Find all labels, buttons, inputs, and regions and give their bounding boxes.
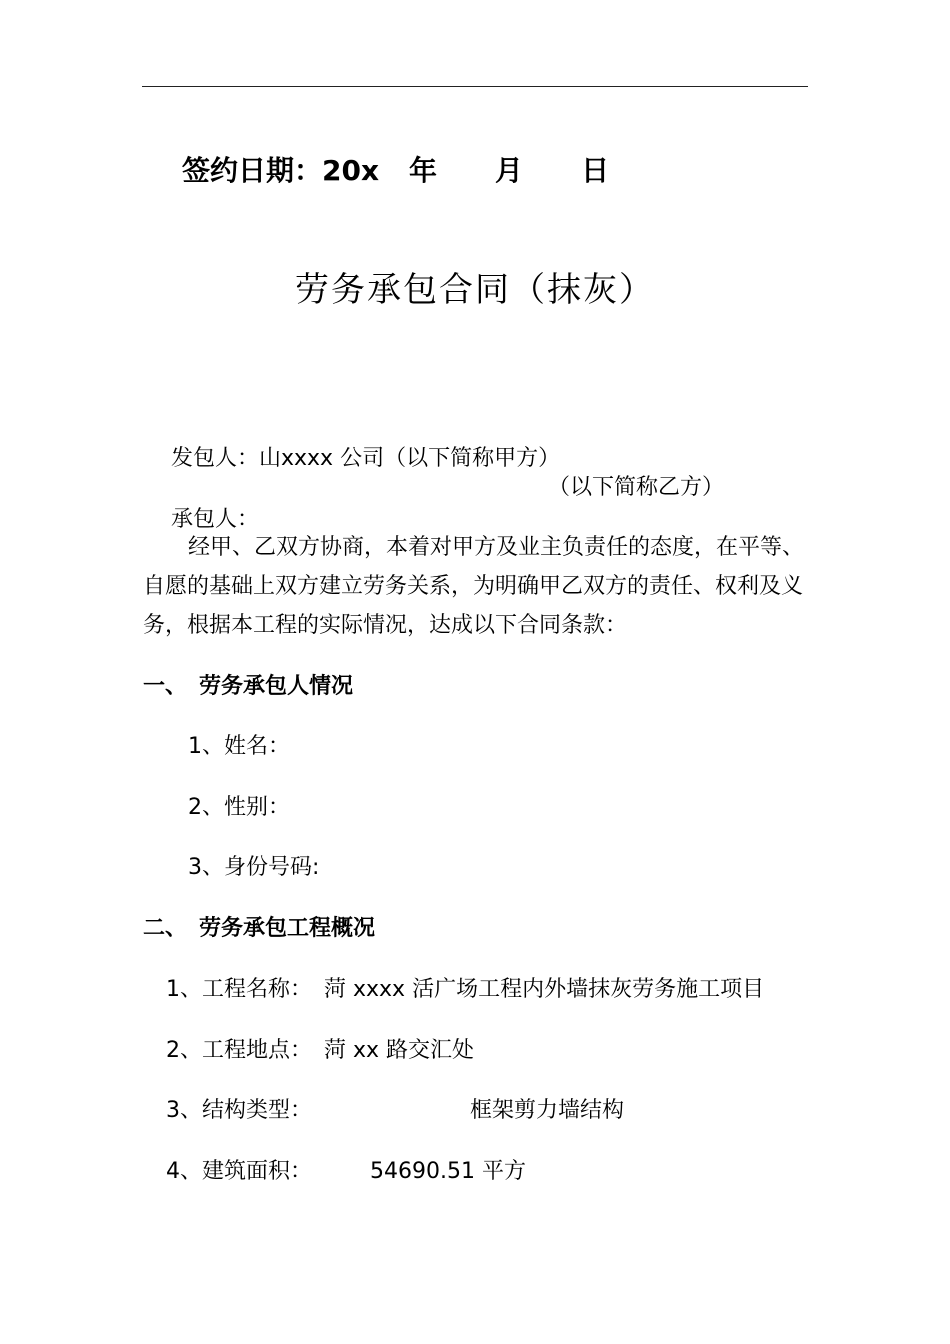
section-2-item-area-label: 4、建筑面积： bbox=[166, 1159, 312, 1184]
contractor-value: 山xxxx 公司（以下简称甲方） bbox=[259, 446, 561, 471]
section-2-item-project-name-value: 菏 xxxx 活广场工程内外墙抹灰劳务施工项目 bbox=[324, 977, 765, 1002]
section-1-heading-number: 一、 bbox=[143, 674, 188, 699]
section-1-item-id: 3、身份号码: bbox=[188, 855, 320, 880]
section-2-item-structure-value: 框架剪力墙结构 bbox=[470, 1098, 625, 1123]
section-2-item-area-value: 54690.51 平方 bbox=[370, 1159, 526, 1184]
subcontractor-note: （以下简称乙方） bbox=[548, 475, 725, 500]
section-2-item-structure-label: 3、结构类型： bbox=[166, 1098, 312, 1123]
subcontractor-label: 承包人： bbox=[170, 507, 259, 532]
section-2-item-location-label: 2、工程地点： bbox=[166, 1038, 312, 1063]
document-title: 劳务承包合同（抹灰） bbox=[295, 270, 655, 310]
section-1-item-name: 1、姓名： bbox=[188, 734, 290, 759]
preamble-line-1: 经甲、乙双方协商，本着对甲方及业主负责任的态度，在平等、 bbox=[188, 535, 805, 560]
header-rule bbox=[142, 86, 808, 87]
sign-date-year: 年 bbox=[409, 154, 438, 187]
sign-date-label: 签约日期：20x bbox=[182, 154, 380, 187]
preamble-line-3: 务，根据本工程的实际情况，达成以下合同条款： bbox=[143, 613, 628, 638]
section-2-heading-number: 二、 bbox=[143, 916, 188, 941]
section-2-heading: 劳务承包工程概况 bbox=[199, 916, 376, 941]
preamble-line-2: 自愿的基础上双方建立劳务关系，为明确甲乙双方的责任、权利及义 bbox=[143, 574, 804, 599]
sign-date-line bbox=[143, 123, 609, 219]
section-1-item-gender: 2、性别： bbox=[188, 795, 290, 820]
sign-date-month: 月 bbox=[495, 154, 524, 187]
section-2-item-location-value: 菏 xx 路交汇处 bbox=[324, 1038, 475, 1063]
section-1-heading: 劳务承包人情况 bbox=[199, 674, 354, 699]
sign-date-day: 日 bbox=[581, 154, 610, 187]
section-2-item-project-name-label: 1、工程名称： bbox=[166, 977, 312, 1002]
contractor-label: 发包人： bbox=[170, 446, 259, 471]
